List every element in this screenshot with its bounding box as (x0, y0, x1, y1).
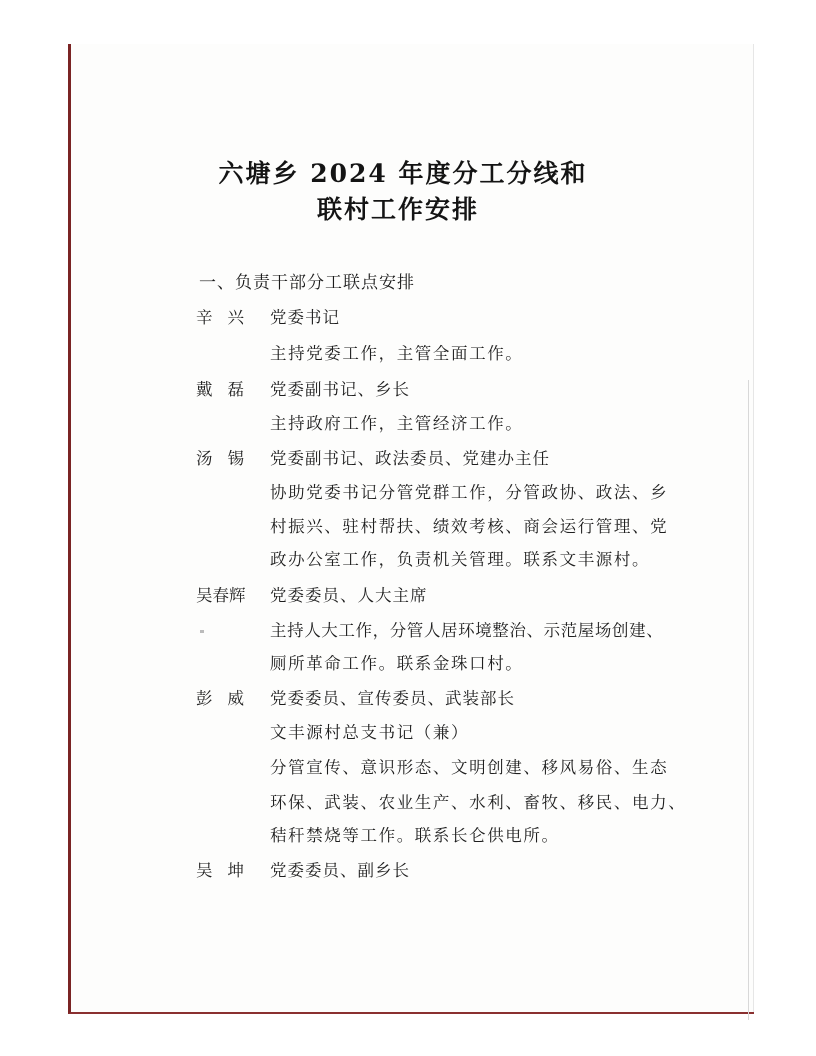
document-title-line-2: 联村工作安排 (316, 195, 479, 224)
document-title-line-1: 六塘乡 2024 年度分工分线和 (218, 159, 588, 188)
person-name: 吴春辉 (196, 586, 246, 605)
scan-speck (200, 630, 204, 633)
person-role: 党委书记 (270, 308, 340, 327)
duty-line: 文丰源村总支书记（兼） (270, 723, 470, 742)
person-role: 党委委员、副乡长 (270, 861, 410, 880)
duty-line: 协助党委书记分管党群工作，分管政协、政法、乡 (270, 483, 669, 502)
page-edge-shadow (748, 380, 749, 1020)
duty-line: 政办公室工作，负责机关管理。联系文丰源村。 (270, 550, 651, 569)
duty-line: 主持政府工作，主管经济工作。 (270, 414, 524, 433)
duty-line: 秸秆禁烧等工作。联系长仑供电所。 (270, 826, 560, 845)
person-name: 汤锡 (196, 449, 259, 468)
person-role: 党委副书记、乡长 (270, 380, 410, 399)
section-heading: 一、负责干部分工联点安排 (199, 273, 415, 293)
duty-line: 厕所革命工作。联系金珠口村。 (270, 654, 524, 673)
duty-line: 主持党委工作，主管全面工作。 (270, 344, 524, 363)
duty-line: 环保、武装、农业生产、水利、畜牧、移民、电力、 (270, 793, 687, 812)
person-name: 戴磊 (196, 380, 259, 399)
duty-line: 分管宣传、意识形态、文明创建、移风易俗、生态 (270, 758, 669, 777)
person-name: 吴坤 (196, 861, 259, 880)
duty-line: 村振兴、驻村帮扶、绩效考核、商会运行管理、党 (270, 517, 669, 536)
person-role: 党委委员、人大主席 (270, 586, 428, 605)
person-role: 党委委员、宣传委员、武装部长 (270, 689, 515, 708)
person-name: 辛兴 (196, 308, 259, 327)
person-role: 党委副书记、政法委员、党建办主任 (270, 449, 550, 468)
duty-line: 主持人大工作，分管人居环境整治、示范屋场创建、 (270, 621, 664, 640)
person-name: 彭威 (196, 689, 259, 708)
